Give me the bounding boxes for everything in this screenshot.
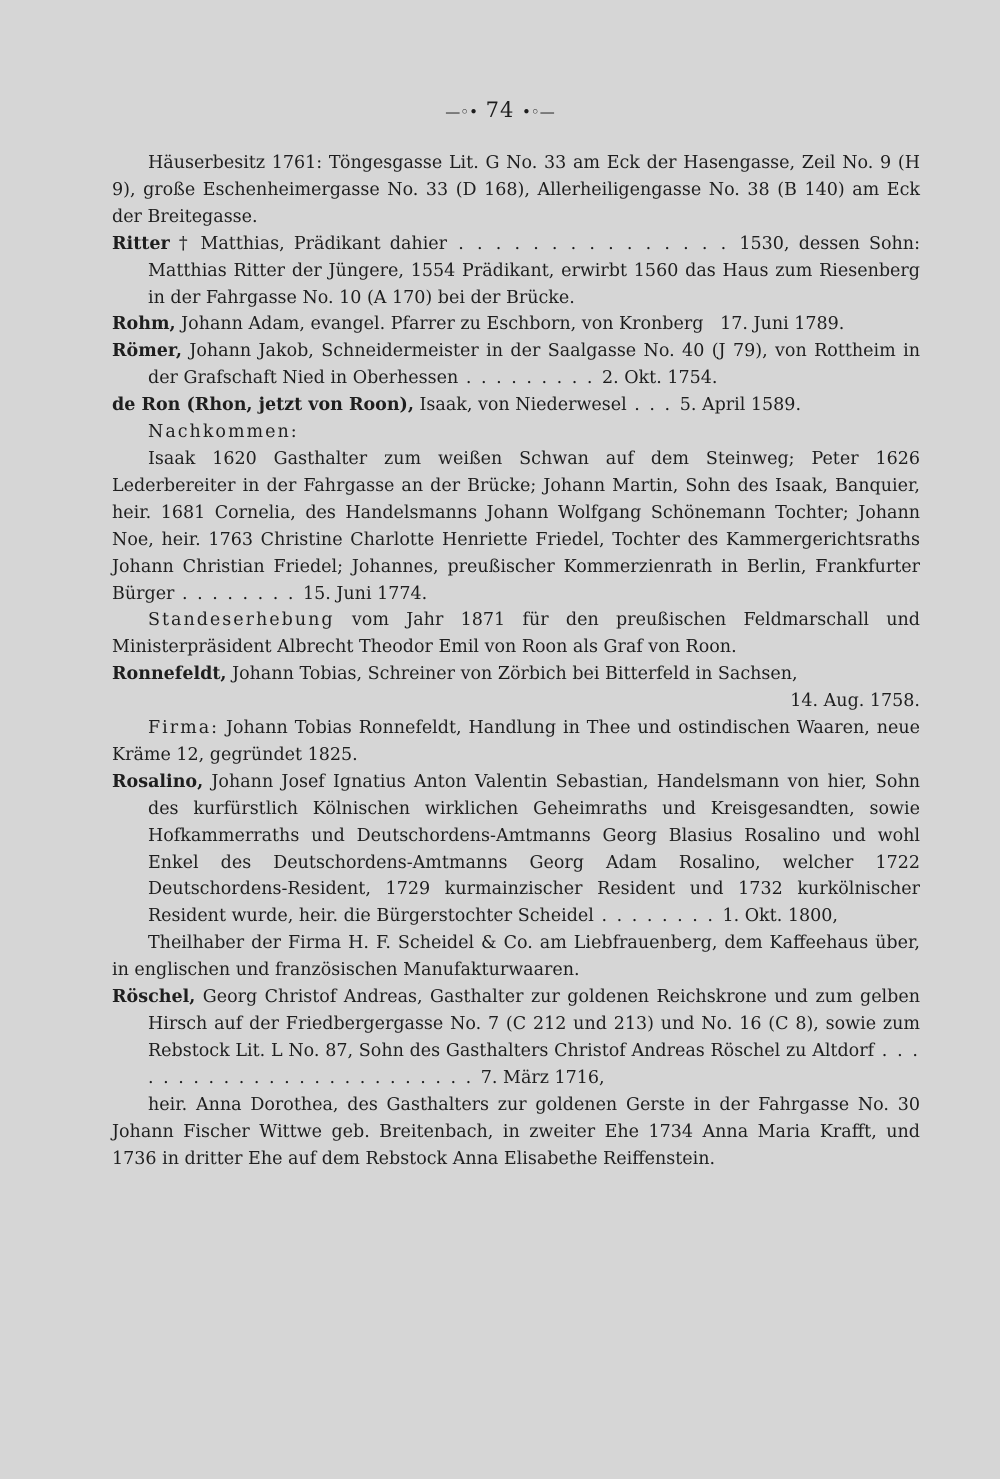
entry-name: Römer,	[112, 341, 182, 362]
sub-label: Nachkommen:	[148, 422, 299, 443]
descendants-paragraph	[112, 446, 920, 607]
entry-date-line	[112, 688, 920, 715]
entry-roemer	[112, 338, 920, 392]
entry-ronnefeldt	[112, 661, 920, 688]
entry-date: 2. Okt. 1754.	[601, 368, 718, 389]
entry-date: 14. Aug. 1758.	[790, 691, 920, 712]
entry-ritter	[112, 231, 920, 312]
dot-leader: . . . . . . . . . . . . . . .	[447, 233, 740, 254]
ennoblement-text: vom Jahr 1871 für den preußischen Feldmarschall und Ministerpräsident Albrecht Theodor Emil von Roon als Graf von Roon.	[112, 610, 920, 658]
entry-roeschel	[112, 984, 920, 1092]
entry-date: 17. Juni 1789.	[720, 314, 845, 335]
entry-rohm	[112, 311, 920, 338]
ornament-right: •◦—	[522, 103, 555, 121]
dot-leader: . . .	[626, 395, 680, 416]
entry-date: 5. April 1589.	[679, 395, 802, 416]
entry-de-ron	[112, 392, 920, 419]
entry-name: de Ron (Rhon, jetzt von Roon),	[112, 395, 414, 416]
entry-name: Rosalino,	[112, 771, 204, 792]
entry-date: 7. März 1716,	[480, 1067, 605, 1088]
sub-heading	[112, 419, 920, 446]
entry-text: † Matthias, Prädikant dahier	[178, 233, 448, 254]
entry-name: Ronnefeldt,	[112, 664, 227, 685]
dot-leader: . . . . . . . . . . . . . . . . . . . . . . . . .	[148, 1040, 920, 1088]
entry-continuation-text: Theilhaber der Firma H. F. Scheidel & Co. am Liebfrauenberg, dem Kaffeehaus über, in englischen und französischen Manufakturwaaren.	[112, 933, 920, 981]
entry-name: Ritter	[112, 233, 170, 254]
entry-text: Isaak, von Niederwesel	[419, 395, 627, 416]
ennoblement-paragraph	[112, 607, 920, 661]
entry-text: Georg Christof Andreas, Gasthalter zur goldenen Reichskrone und zum gelben Hirsch auf der Friedbergergasse No. 7 (C 212 und 213) und No. 16 (C 8), sowie zum Rebstock Lit. L No. 87, Sohn des Gasthalters Christof Andreas Röschel zu Altdorf	[148, 987, 920, 1061]
entry-text: Johann Adam, evangel. Pfarrer zu Eschborn, von Kronberg	[181, 314, 704, 335]
firm-text: Johann Tobias Ronnefeldt, Handlung in Thee und ostindischen Waaren, neue Kräme 12, gegründet 1825.	[112, 718, 920, 765]
entry-text: Johann Josef Ignatius Anton Valentin Sebastian, Handelsmann von hier, Sohn des kurfürstlich Kölnischen wirklichen Geheimraths und Kreisgesandten, sowie Hofkammerraths und Deutschordens-Amtmanns Georg Blasius Rosalino und wohl Enkel des Deutschordens-Amtmanns Georg Adam Rosalino, welcher 1722 Deutschordens-Resident, 1729 kurmainzischer Resident und 1732 kurkölnischer Resident wurde, heir. die Bürgerstochter Scheidel	[148, 771, 920, 927]
dot-leader: . . . . . . . .	[593, 906, 723, 927]
descendants-text: Isaak 1620 Gasthalter zum weißen Schwan auf dem Steinweg; Peter 1626 Lederbereiter in der Fahrgasse an der Brücke; Johann Martin, Sohn des Isaak, Banquier, heir. 1681 Cornelia, des Handelsmanns Johann Wolfgang Schönemann Tochter; Johann Noe, heir. 1763 Christine Charlotte Henriette Friedel, Tochter des Kammergerichtsraths Johann Christian Friedel; Johannes, preußischer Kommerzienrath in Berlin, Frankfurter Bürger	[112, 448, 920, 604]
entry-text: Johann Tobias, Schreiner von Zörbich bei Bitterfeld in Sachsen,	[232, 664, 798, 685]
entry-continuation: Häuserbesitz 1761: Töngesgasse Lit. G No. 33 am Eck der Hasengasse, Zeil No. 9 (H 9), große Eschenheimergasse No. 33 (D 168), Allerheiligengasse No. 38 (B 140) am Eck der Breitegasse.	[112, 153, 920, 227]
dot-leader: . . . . . . . . .	[458, 368, 602, 389]
entry-continuation-text: dessen Sohn: Matthias Ritter der Jüngere, 1554 Prädikant, erwirbt 1560 das Haus zum Riesenberg in der Fahrgasse No. 10 (A 170) bei der Brücke.	[148, 233, 920, 308]
entry-name: Röschel,	[112, 987, 196, 1008]
entry-rosalino	[112, 769, 920, 930]
entry-date: 15. Juni 1774.	[303, 583, 428, 604]
firm-paragraph	[112, 715, 920, 769]
firm-label: Firma:	[148, 718, 220, 739]
ornament-left: —◦•	[445, 103, 478, 121]
entry-date: 1530,	[739, 233, 790, 254]
entry-continuation	[112, 1092, 920, 1173]
entry-continuation	[112, 930, 920, 984]
entry-name: Rohm,	[112, 314, 176, 335]
entry-text: Johann Jakob, Schneidermeister in der Saalgasse No. 40 (J 79), von Rottheim in der Grafschaft Nied in Oberhessen	[148, 341, 920, 389]
entry-continuation-text: heir. Anna Dorothea, des Gasthalters zur goldenen Gerste in der Fahrgasse No. 30 Johann Fischer Wittwe geb. Breitenbach, in zweiter Ehe 1734 Anna Maria Krafft, und 1736 in dritter Ehe auf dem Rebstock Anna Elisabethe Reiffenstein.	[112, 1094, 920, 1169]
ennoblement-label: Standeserhebung	[148, 610, 335, 631]
page-number: 74	[485, 98, 515, 122]
dot-leader: . . . . . . . .	[174, 583, 303, 604]
page-body	[112, 150, 920, 1172]
page-header	[0, 98, 1000, 122]
entry-date: 1. Okt. 1800,	[722, 906, 838, 927]
